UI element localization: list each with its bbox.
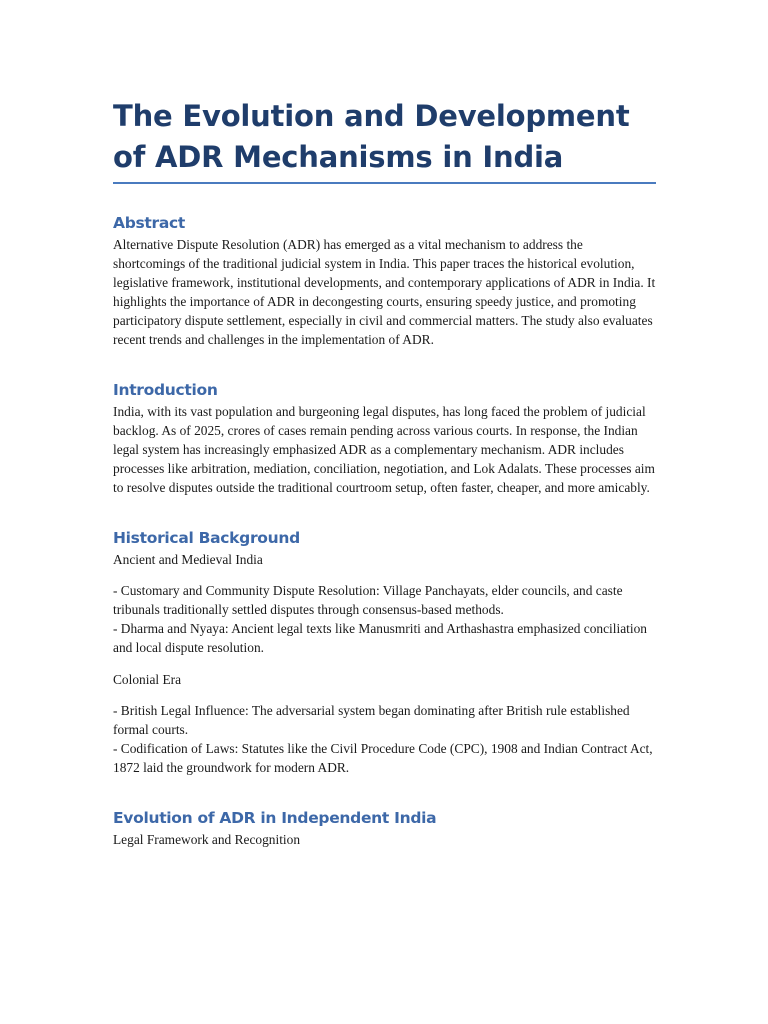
list-item: - Customary and Community Dispute Resolution: Village Panchayats, elder councils, and caste tribunals traditionally settled disputes through consensus-based methods.: [113, 583, 623, 618]
subsection-label-colonial-era: Colonial Era: [113, 671, 182, 687]
document-body: [113, 96, 658, 849]
list-item: - Codification of Laws: Statutes like the Civil Procedure Code (CPC), 1908 and Indian Contract Act, 1872 laid the groundwork for modern ADR.: [113, 740, 653, 775]
section-heading-historical-background: Historical Background: [113, 529, 300, 548]
section-heading-introduction: Introduction: [113, 380, 218, 399]
section-heading-abstract: Abstract: [113, 214, 186, 232]
list-item: - British Legal Influence: The adversarial system began dominating after British rule established formal courts.: [113, 702, 630, 737]
title-underline: [113, 182, 656, 184]
section-heading-evolution-independent-india: Evolution of ADR in Independent India: [113, 808, 437, 827]
list-item: - Dharma and Nyaya: Ancient legal texts like Manusmriti and Arthashastra emphasized conciliation and local dispute resolution.: [113, 621, 647, 656]
subsection-label-legal-framework: Legal Framework and Recognition: [113, 831, 301, 847]
introduction-paragraph: India, with its vast population and burgeoning legal disputes, has long faced the problem of judicial backlog. As of 2025, crores of cases remain pending across various courts. In response, the Indian legal system has increasingly emphasized ADR as a complementary mechanism. ADR includes processes like arbitration, mediation, conciliation, negotiation, and Lok Adalats. These processes aim to resolve disputes outside the traditional courtroom setup, often faster, cheaper, and more amicably.: [113, 403, 655, 495]
document-title: The Evolution and Development of ADR Mechanisms in India: [113, 99, 630, 174]
abstract-paragraph: Alternative Dispute Resolution (ADR) has emerged as a vital mechanism to address the shortcomings of the traditional judicial system in India. This paper traces the historical evolution, legislative framework, institutional developments, and contemporary applications of ADR in India. It highlights the importance of ADR in decongesting courts, ensuring speedy justice, and promoting participatory dispute settlement, especially in civil and commercial matters. The study also evaluates recent trends and challenges in the implementation of ADR.: [113, 237, 656, 348]
subsection-label-ancient-medieval: Ancient and Medieval India: [113, 552, 263, 568]
